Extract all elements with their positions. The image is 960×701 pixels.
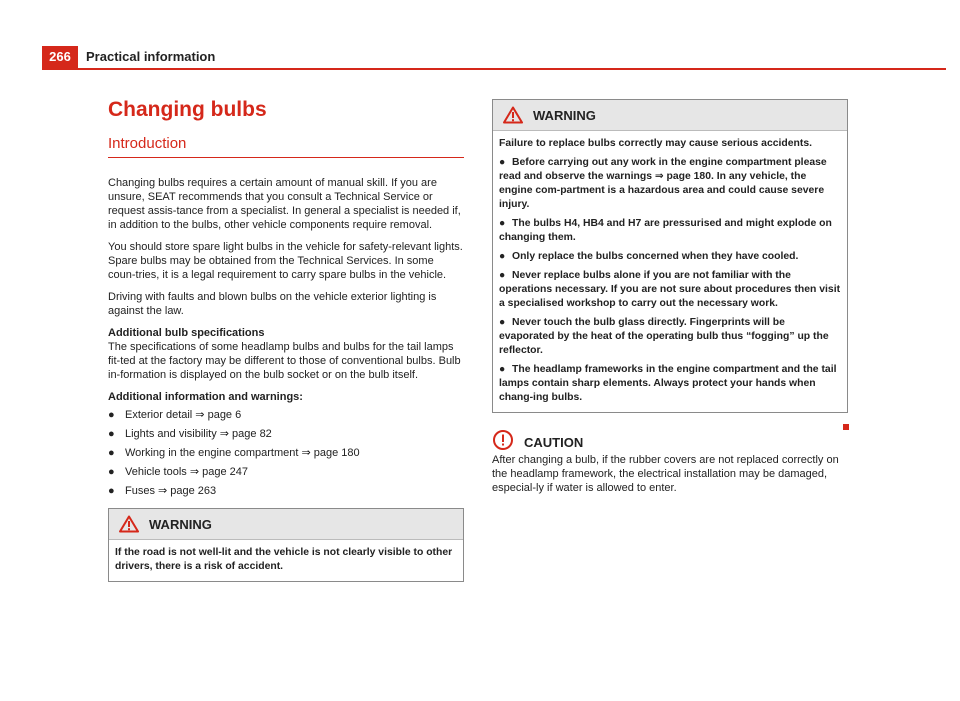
warning-body <box>109 540 463 581</box>
bullet-icon: ● <box>499 157 506 168</box>
bullet-icon: ● <box>108 428 115 440</box>
warning-triangle-icon <box>503 106 523 124</box>
list-item[interactable]: ● Exterior detail ⇒ page 6 <box>108 409 242 421</box>
page-header <box>42 46 946 70</box>
subtitle: Introduction <box>108 134 464 158</box>
list-item[interactable]: ● Working in the engine compartment ⇒ page 180 <box>108 447 360 459</box>
warning-item: ● The headlamp frameworks in the engine compartment and the tail lamps contain sharp elements. Always protect your hands when chang-ing bulbs. <box>499 364 837 403</box>
warning-item: ● Before carrying out any work in the engine compartment please read and observe the warnings ⇒ page 180. In any vehicle, the engine com-partment is a hazardous area and could cause severe injury. <box>499 157 827 210</box>
list-item[interactable]: ● Fuses ⇒ page 263 <box>108 485 217 497</box>
list-item[interactable]: ● Lights and visibility ⇒ page 82 <box>108 428 272 440</box>
warning-triangle-icon <box>119 515 139 533</box>
right-column <box>492 99 848 495</box>
warning-item: ● Never touch the bulb glass directly. Fingerprints will be evaporated by the heat of the operating bulb thus “fogging” up the reflector. <box>499 317 829 356</box>
bullet-icon: ● <box>499 251 506 262</box>
bullet-icon: ● <box>108 485 115 497</box>
list-item[interactable]: ● Vehicle tools ⇒ page 247 <box>108 466 248 478</box>
bullet-icon: ● <box>499 270 506 281</box>
bullet-icon: ● <box>108 409 115 421</box>
warning-body <box>493 131 847 412</box>
specs-paragraph: The specifications of some headlamp bulbs and bulbs for the tail lamps fit-ted at the factory may be different to those of conventional bulbs. Bulb in-formation is displayed on the bulb socket or on the bulb itself. <box>108 341 461 381</box>
warning-title: WARNING <box>149 516 212 532</box>
caution-text: After changing a bulb, if the rubber covers are not replaced correctly on the headlamp framework, the electrical installation may be damaged, especial-ly if water is allowed to enter. <box>492 454 839 494</box>
info-heading: Additional information and warnings: <box>108 391 303 403</box>
warning-item: ● Only replace the bulbs concerned when they have cooled. <box>499 251 799 262</box>
caution-title: CAUTION <box>524 434 584 450</box>
bullet-icon: ● <box>499 218 506 229</box>
warning-header <box>493 100 847 131</box>
page-number: 266 <box>42 46 78 68</box>
warning-box-left <box>108 508 464 582</box>
warning-box-right <box>492 99 848 413</box>
page-title: Changing bulbs <box>108 98 267 121</box>
caution-circle-icon <box>492 429 514 456</box>
bullet-icon: ● <box>499 317 506 328</box>
warning-text: If the road is not well-lit and the vehicle is not clearly visible to other drivers, there is a risk of accident. <box>115 547 453 572</box>
caution-header <box>492 431 848 453</box>
warning-item: ● The bulbs H4, HB4 and H7 are pressurised and might explode on changing them. <box>499 218 832 243</box>
left-column <box>108 96 464 582</box>
spare-bulbs-paragraph: You should store spare light bulbs in the vehicle for safety-relevant lights. Spare bulbs may be obtained from the Technical Services. In some coun-tries, it is a legal requirement to carry spare bulbs in the vehicle. <box>108 241 463 281</box>
bullet-icon: ● <box>499 364 506 375</box>
warning-header <box>109 509 463 540</box>
section-title: Practical information <box>86 49 216 64</box>
warning-intro: Failure to replace bulbs correctly may cause serious accidents. <box>499 138 813 149</box>
end-of-section-icon <box>843 424 849 430</box>
intro-paragraph: Changing bulbs requires a certain amount of manual skill. If you are unsure, SEAT recommends that you consult a Technical Service or request assis-tance from a specialist. In general a specialist is needed if, in addition to the bulbs, other vehicle components require removal. <box>108 177 461 231</box>
specs-heading: Additional bulb specifications <box>108 327 265 339</box>
warning-title: WARNING <box>533 107 596 123</box>
info-list <box>108 408 464 498</box>
bullet-icon: ● <box>108 447 115 459</box>
caution-section <box>492 431 848 495</box>
law-paragraph: Driving with faults and blown bulbs on the vehicle exterior lighting is against the law. <box>108 291 437 317</box>
bullet-icon: ● <box>108 466 115 478</box>
warning-item: ● Never replace bulbs alone if you are not familiar with the operations necessary. If you are not sure about procedures then visit a specialised workshop to carry out the necessary work. <box>499 270 841 309</box>
